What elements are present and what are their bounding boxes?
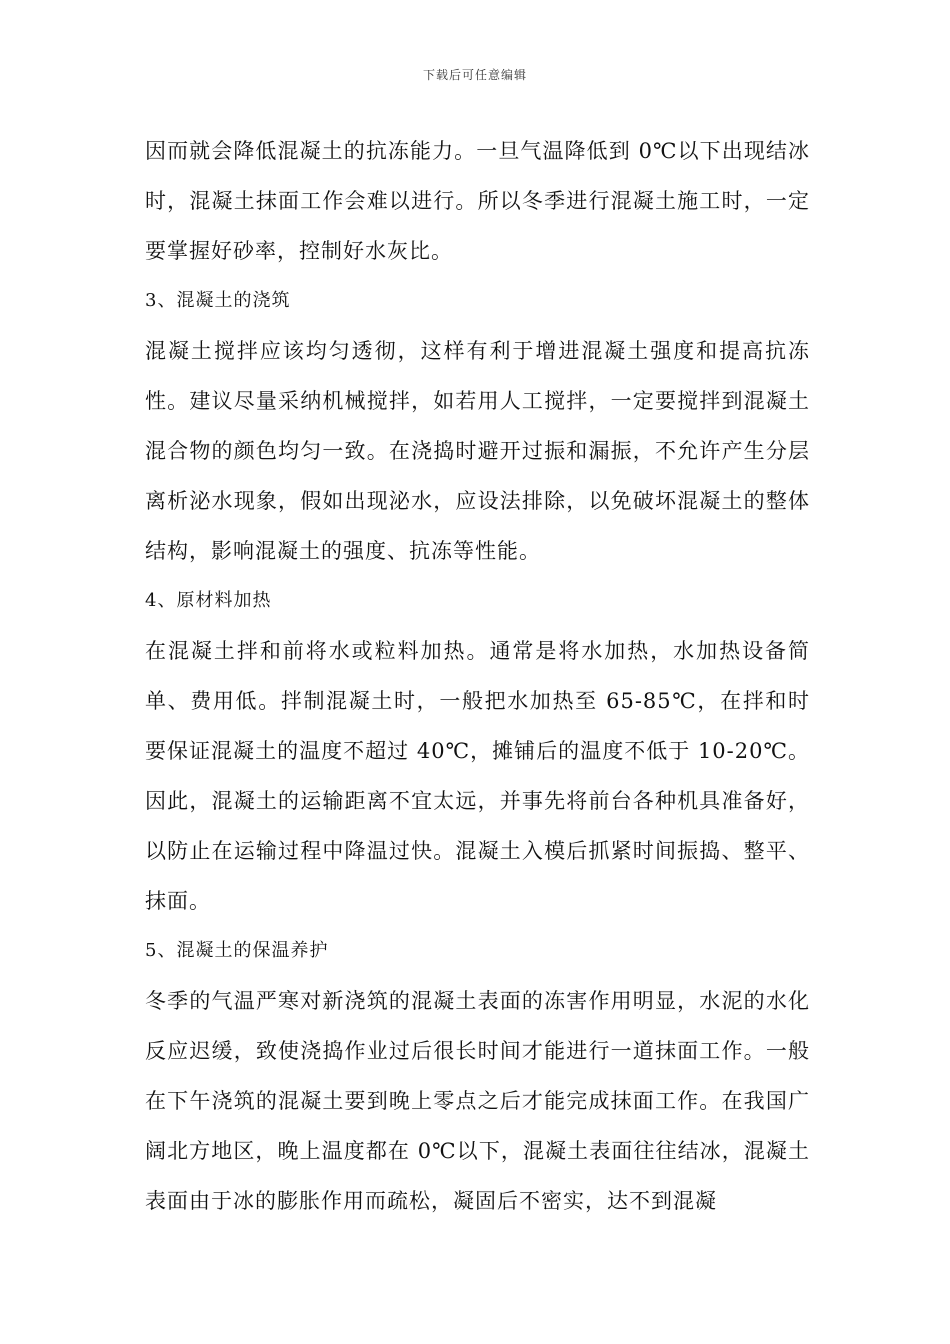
document-body — [145, 126, 810, 1226]
paragraph-curing: 冬季的气温严寒对新浇筑的混凝土表面的冻害作用明显，水泥的水化反应迟缓，致使浇捣作业过后很长时间才能进行一道抹面工作。一般在下午浇筑的混凝土要到晚上零点之后才能完成抹面工作。在我国广阔北方地区，晚上温度都在 0℃以下，混凝土表面往往结冰，混凝土表面由于冰的膨胀作用而疏松，凝固后不密实，达不到混凝 — [145, 989, 810, 1213]
paragraph-heating: 在混凝土拌和前将水或粒料加热。通常是将水加热，水加热设备简单、费用低。拌制混凝土时，一般把水加热至 65-85℃，在拌和时要保证混凝土的温度不超过 40℃，摊铺后的温度不低于 10-20℃。因此，混凝土的运输距离不宜太远，并事先将前台各种机具准备好，以防止在运输过程中降温过快。混凝土入模后抓紧时间振捣、整平、抹面。 — [145, 639, 810, 913]
paragraph-intro: 因而就会降低混凝土的抗冻能力。一旦气温降低到 0℃以下出现结冰时，混凝土抹面工作会难以进行。所以冬季进行混凝土施工时，一定要掌握好砂率，控制好水灰比。 — [145, 139, 810, 263]
section-heading-5: 5、混凝土的保温养护 — [145, 940, 329, 961]
paragraph-pouring: 混凝土搅拌应该均匀透彻，这样有利于增进混凝土强度和提高抗冻性。建议尽量采纳机械搅拌，如若用人工搅拌，一定要搅拌到混凝土混合物的颜色均匀一致。在浇捣时避开过振和漏振，不允许产生分层离析泌水现象，假如出现泌水，应设法排除，以免破坏混凝土的整体结构，影响混凝土的强度、抗冻等性能。 — [145, 339, 810, 563]
section-heading-4: 4、原材料加热 — [145, 590, 272, 611]
page-header: 下载后可任意编辑 — [422, 68, 527, 82]
section-heading-3: 3、混凝土的浇筑 — [145, 290, 291, 311]
